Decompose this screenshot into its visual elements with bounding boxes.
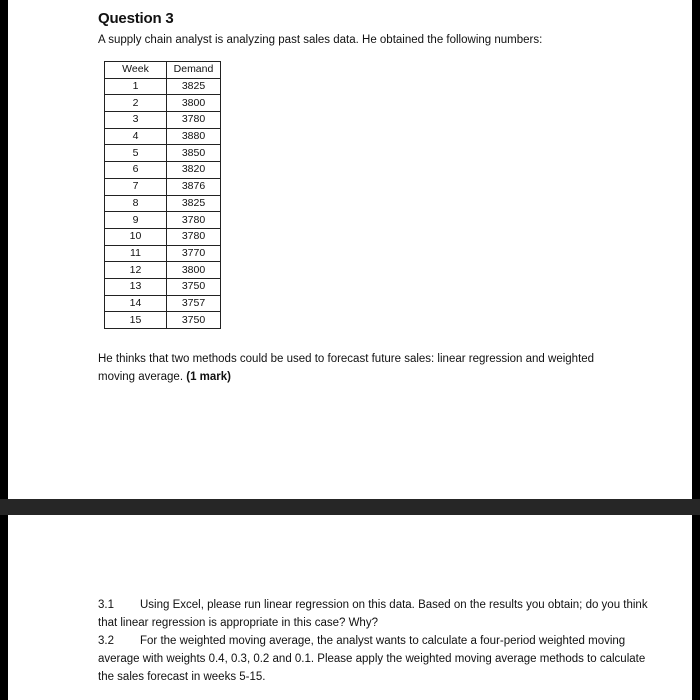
table-row: [105, 78, 221, 95]
demand-cell: 3850: [167, 145, 221, 162]
week-cell: 5: [105, 145, 167, 162]
week-cell: 13: [105, 278, 167, 295]
demand-cell: 3770: [167, 245, 221, 262]
demand-cell: 3825: [167, 78, 221, 95]
demand-cell: 3780: [167, 112, 221, 129]
demand-cell: 3880: [167, 128, 221, 145]
table-row: [105, 295, 221, 312]
table-body: [105, 78, 221, 328]
week-cell: 2: [105, 95, 167, 112]
table-row: [105, 128, 221, 145]
table-row: [105, 228, 221, 245]
methods-paragraph: [98, 350, 618, 386]
task-list: [98, 596, 658, 686]
week-cell: 3: [105, 112, 167, 129]
demand-cell: 3820: [167, 162, 221, 179]
week-cell: 6: [105, 162, 167, 179]
week-cell: 12: [105, 262, 167, 279]
table-row: [105, 245, 221, 262]
demand-header: Demand: [167, 62, 221, 79]
week-cell: 10: [105, 228, 167, 245]
week-header: Week: [105, 62, 167, 79]
demand-cell: 3750: [167, 312, 221, 329]
task-item: [98, 596, 658, 632]
demand-cell: 3825: [167, 195, 221, 212]
question-intro: A supply chain analyst is analyzing past sales data. He obtained the following numbers:: [98, 34, 543, 46]
demand-cell: 3780: [167, 212, 221, 229]
table-row: [105, 162, 221, 179]
task-item: [98, 632, 658, 686]
mark-label: (1 mark): [186, 371, 231, 383]
week-cell: 15: [105, 312, 167, 329]
task-text: Using Excel, please run linear regression on this data. Based on the results you obtain; do you think that linear regression is appropriate in this case? Why?: [98, 599, 648, 629]
table-row: [105, 262, 221, 279]
methods-text: He thinks that two methods could be used to forecast future sales: linear regression and weighted moving average.: [98, 353, 595, 383]
table-row: [105, 95, 221, 112]
demand-cell: 3757: [167, 295, 221, 312]
week-cell: 14: [105, 295, 167, 312]
table-row: [105, 112, 221, 129]
week-cell: 7: [105, 178, 167, 195]
week-cell: 8: [105, 195, 167, 212]
table-row: [105, 178, 221, 195]
demand-cell: 3780: [167, 228, 221, 245]
week-cell: 11: [105, 245, 167, 262]
week-cell: 4: [105, 128, 167, 145]
page-divider: [0, 499, 700, 515]
table-header-row: [105, 62, 221, 79]
demand-cell: 3800: [167, 95, 221, 112]
week-cell: 9: [105, 212, 167, 229]
table-row: [105, 278, 221, 295]
week-cell: 1: [105, 78, 167, 95]
table-row: [105, 145, 221, 162]
demand-cell: 3800: [167, 262, 221, 279]
question-title: Question 3: [98, 10, 174, 27]
table-row: [105, 195, 221, 212]
demand-table: [104, 61, 221, 329]
table-row: [105, 312, 221, 329]
task-number: 3.2: [98, 635, 114, 647]
task-text: For the weighted moving average, the analyst wants to calculate a four-period weighted moving average with weights 0.4, 0.3, 0.2 and 0.1. Please apply the weighted moving average methods to calculate the sales forecast in weeks 5-15.: [98, 635, 646, 683]
demand-cell: 3876: [167, 178, 221, 195]
task-number: 3.1: [98, 599, 114, 611]
demand-cell: 3750: [167, 278, 221, 295]
table-row: [105, 212, 221, 229]
